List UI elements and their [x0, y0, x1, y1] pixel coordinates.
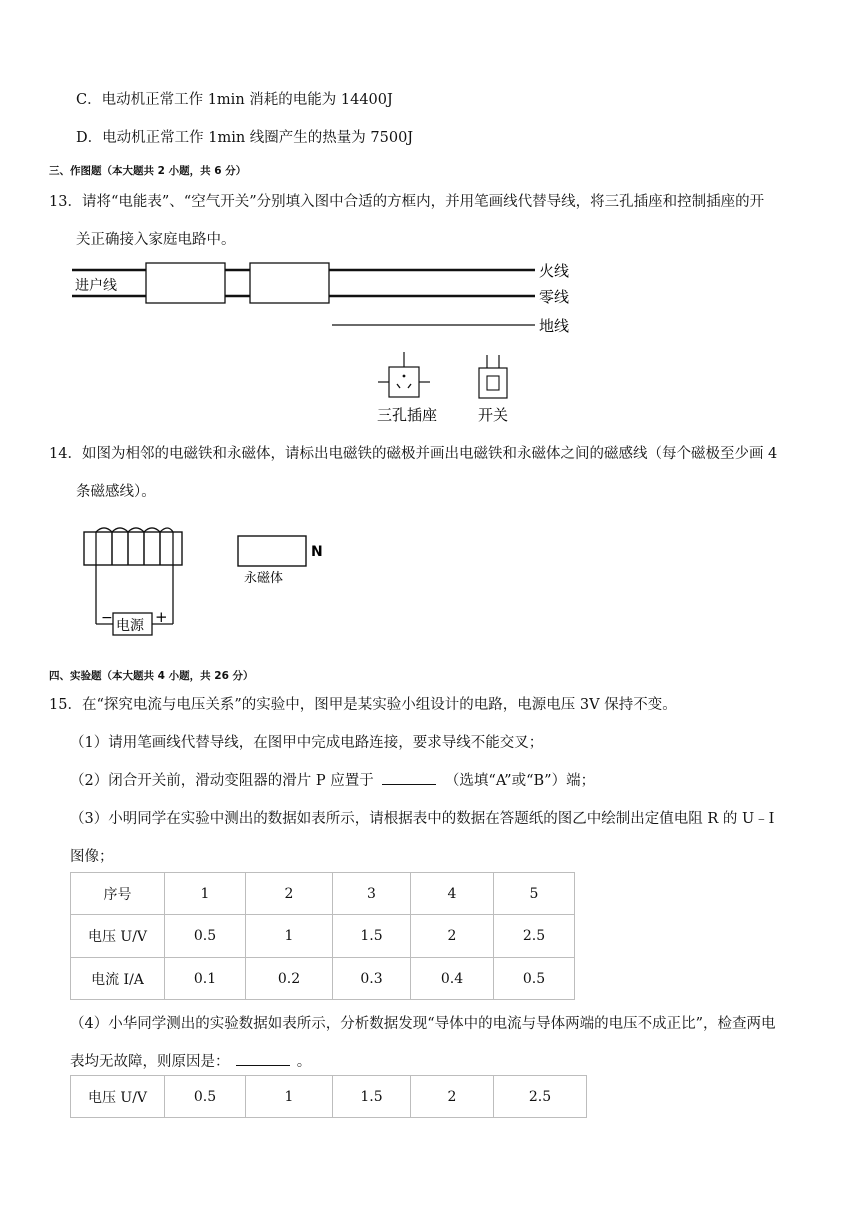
data-table-1: [70, 872, 575, 1000]
option-d: D．电动机正常工作 1min 线圈产生的热量为 7500J: [76, 130, 414, 146]
table-row: [71, 873, 575, 915]
neutral-wire-label: 零线: [539, 288, 570, 306]
blank-box-2: [250, 263, 329, 303]
table-cell: 0.1: [165, 958, 246, 1000]
table-cell: 1.5: [333, 915, 411, 958]
q15-part3-line2: 图像；: [70, 849, 114, 865]
q15-part2-after: （选填“A”或“B”）端；: [444, 773, 596, 789]
table-cell: 0.5: [165, 1076, 246, 1118]
q15-part4-line2: [70, 1050, 311, 1071]
table-cell: 2: [246, 873, 333, 915]
table-cell: 电压 U/V: [71, 915, 165, 958]
incoming-line-label: 进户线: [75, 278, 117, 294]
q15-intro: 15．在“探究电流与电压关系”的实验中，图甲是某实验小组设计的电路，电源电压 3V 保持不变。: [49, 697, 677, 713]
magnet-bar: [238, 536, 306, 566]
socket-label: 三孔插座: [377, 406, 438, 424]
table-row: [71, 958, 575, 1000]
iron-core: [84, 532, 182, 565]
north-pole-label: N: [311, 544, 323, 560]
q15-part4-line1: （4）小华同学测出的实验数据如表所示，分析数据发现“导体中的电流与导体两端的电压不成正比”，检查两电: [70, 1016, 776, 1032]
table-cell: 0.2: [246, 958, 333, 1000]
permanent-magnet: [238, 536, 323, 586]
table-cell: 序号: [71, 873, 165, 915]
q13-text-line1: 13．请将“电能表”、“空气开关”分别填入图中合适的方框内，并用笔画线代替导线，将三孔插座和控制插座的开: [49, 194, 765, 210]
answer-blank-1[interactable]: [382, 784, 436, 785]
blank-box-1: [146, 263, 225, 303]
q15-part2: [70, 769, 595, 790]
table-row: [71, 915, 575, 958]
table-cell: 4: [411, 873, 494, 915]
table-cell: 0.4: [411, 958, 494, 1000]
table-cell: 2.5: [494, 915, 575, 958]
q15-part3-line1: （3）小明同学在实验中测出的数据如表所示，请根据表中的数据在答题纸的图乙中绘制出定值电阻 R 的 U﹣I: [70, 811, 775, 827]
q14-text-line1: 14．如图为相邻的电磁铁和永磁体，请标出电磁铁的磁极并画出电磁铁和永磁体之间的磁感线（每个磁极至少画 4: [49, 446, 778, 462]
table-cell: 1: [165, 873, 246, 915]
switch-label: 开关: [478, 406, 509, 424]
live-wire-label: 火线: [539, 262, 570, 280]
option-c: C．电动机正常工作 1min 消耗的电能为 14400J: [76, 92, 393, 108]
table-cell: 5: [494, 873, 575, 915]
table-cell: 1: [246, 1076, 333, 1118]
plus-sign: +: [155, 608, 168, 626]
table-cell: 2: [411, 1076, 494, 1118]
table-cell: 电流 I/A: [71, 958, 165, 1000]
answer-blank-2[interactable]: [236, 1065, 290, 1066]
section-heading-4: 四、实验题（本大题共 4 小题，共 26 分）: [49, 670, 254, 682]
table-cell: 0.3: [333, 958, 411, 1000]
q15-part4-after: 。: [296, 1054, 312, 1070]
q15-part1: （1）请用笔画线代替导线，在图甲中完成电路连接，要求导线不能交叉；: [70, 735, 544, 751]
table-cell: 0.5: [494, 958, 575, 1000]
table-cell: 1.5: [333, 1076, 411, 1118]
magnet-label: 永磁体: [244, 571, 284, 586]
q15-part2-before: （2）闭合开关前，滑动变阻器的滑片 P 应置于: [70, 773, 374, 789]
table-cell: 电压 U/V: [71, 1076, 165, 1118]
q14-text-line2: 条磁感线）。: [76, 484, 156, 500]
power-source-label: 电源: [116, 618, 144, 634]
table-cell: 2.5: [494, 1076, 587, 1118]
q13-text-line2: 关正确接入家庭电路中。: [76, 232, 236, 248]
table-cell: 0.5: [165, 915, 246, 958]
table-cell: 2: [411, 915, 494, 958]
ground-wire-label: 地线: [539, 317, 570, 335]
table-row: [71, 1076, 587, 1118]
table-cell: 3: [333, 873, 411, 915]
minus-sign: −: [101, 610, 113, 626]
electromagnet-diagram: [84, 528, 182, 635]
section-heading-3: 三、作图题（本大题共 2 小题，共 6 分）: [49, 165, 247, 177]
three-hole-socket-icon: [378, 352, 430, 397]
q15-part4-before: 表均无故障，则原因是：: [70, 1054, 230, 1070]
data-table-2: [70, 1075, 587, 1118]
table-cell: 1: [246, 915, 333, 958]
switch-icon: [479, 355, 507, 398]
